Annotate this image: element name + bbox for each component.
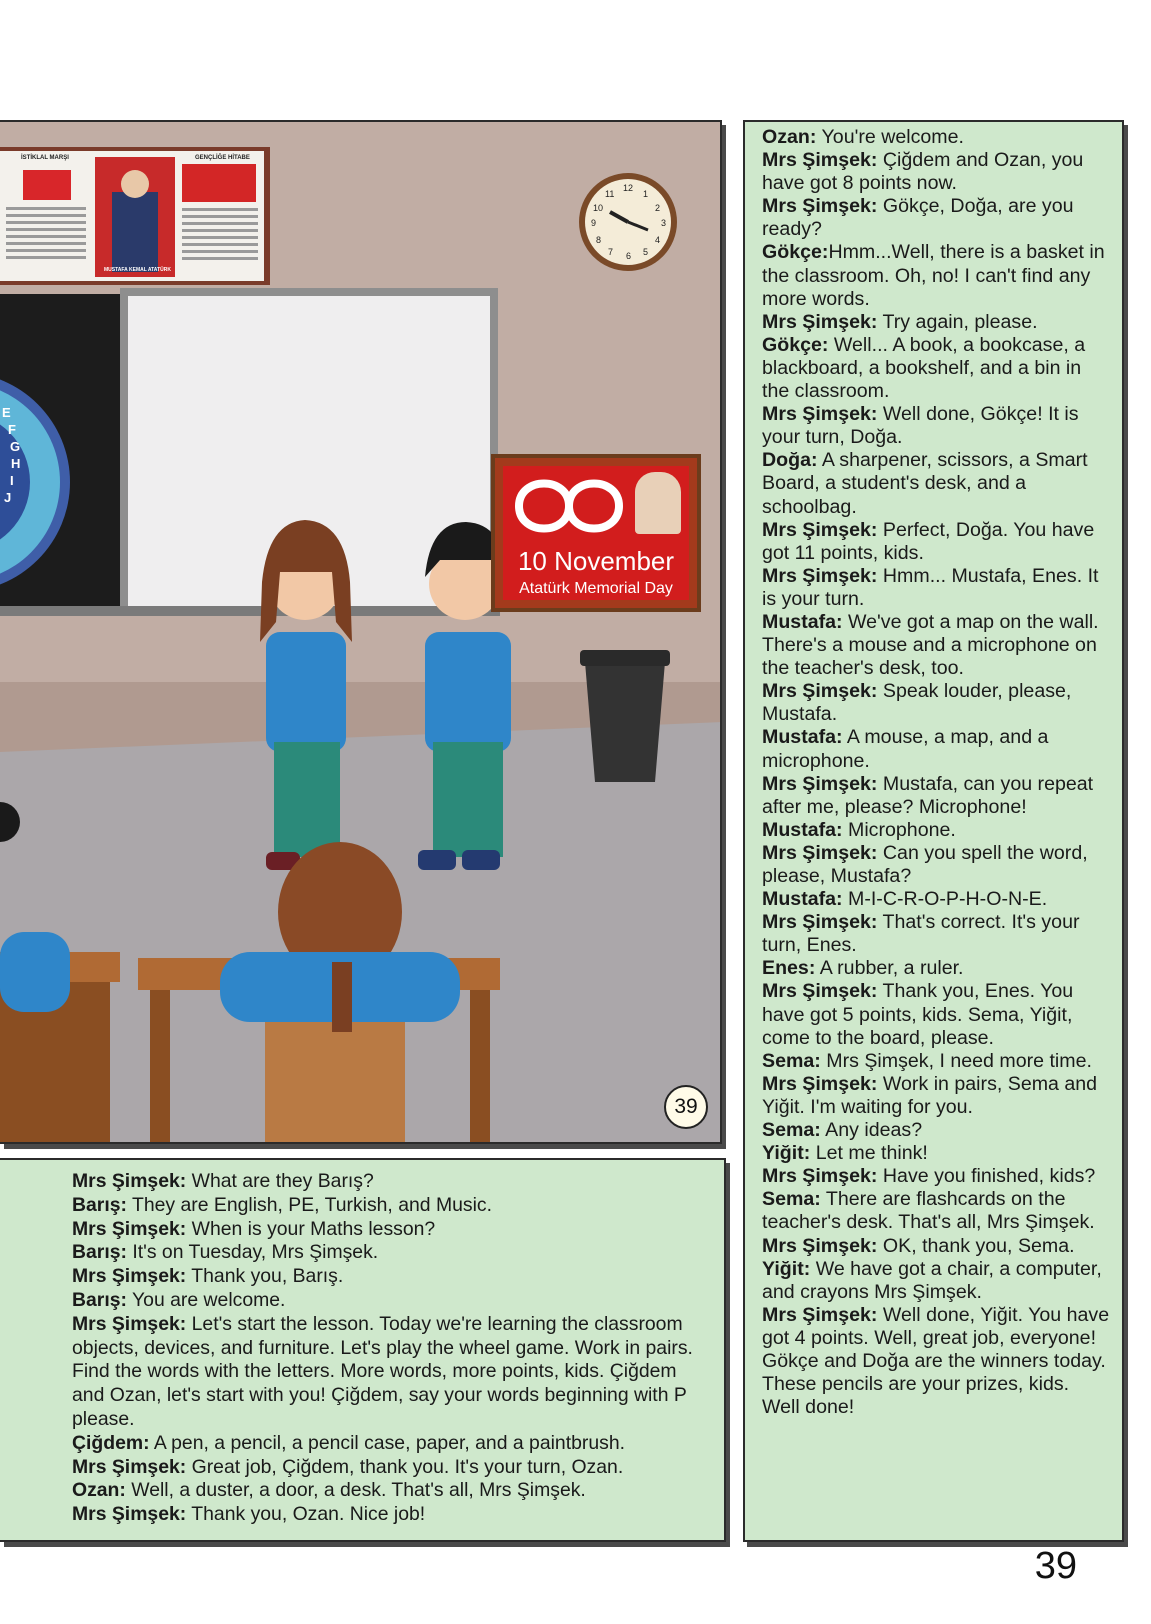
speech-text: Let me think!: [810, 1142, 928, 1165]
speech-text: Well done, Gökçe! It is your turn, Doğa.: [762, 403, 1079, 449]
dialogue-line: [762, 126, 1112, 149]
speaker-name: Doğa:: [762, 449, 818, 472]
dialogue-line: [762, 403, 1112, 449]
genclige-hitabe-title: GENÇLİĞE HİTABE: [195, 155, 250, 161]
clock-number: 4: [655, 235, 661, 245]
speech-text: Mustafa, can you repeat after me, please? Microphone!: [762, 772, 1094, 818]
speech-text: We've got a map on the wall. There's a mouse and a microphone on the teacher's desk, too.: [762, 610, 1099, 680]
speaker-name: Mrs Şimşek:: [762, 1303, 878, 1326]
speaker-name: Mrs Şimşek:: [72, 1312, 187, 1335]
speaker-name: Mrs Şimşek:: [762, 149, 878, 172]
clock-number: 9: [591, 218, 597, 228]
speech-text: Gökçe, Doğa, are you ready?: [762, 195, 1074, 241]
speech-text: You are welcome.: [126, 1288, 286, 1311]
dialogue-line: [762, 519, 1112, 565]
istiklal-marsi-title: İSTİKLAL MARŞI: [21, 155, 69, 161]
dialogue-line: [762, 773, 1112, 819]
clock-face: [585, 179, 671, 265]
speaker-name: Mustafa:: [762, 610, 843, 633]
speaker-name: Gökçe:: [762, 241, 829, 264]
clock-number: 1: [643, 189, 649, 199]
speaker-name: Barış:: [72, 1241, 127, 1264]
speaker-name: Mrs Şimşek:: [72, 1455, 187, 1478]
poster-subtitle: Atatürk Memorial Day: [519, 580, 673, 597]
dialogue-line: [72, 1265, 710, 1289]
speech-text: They are English, PE, Turkish, and Music.: [126, 1193, 492, 1216]
dialogue-line: [762, 241, 1112, 310]
wheel-letter: G: [10, 439, 21, 454]
speaker-name: Mrs Şimşek:: [72, 1503, 187, 1526]
poster-logo-icon: [509, 476, 629, 536]
speech-text: Well done, Yiğit. You have got 4 points. Well, great job, everyone! Gökçe and Doğa are the winners today. These pencils are your prizes, kids. Well done!: [762, 1303, 1110, 1419]
wheel-letter: I: [10, 473, 14, 488]
dialogue-line: [762, 980, 1112, 1049]
speech-text: M-I-C-R-O-P-H-O-N-E.: [842, 888, 1048, 911]
dialogue-line: [762, 726, 1112, 772]
dialogue-line: [72, 1289, 710, 1313]
speaker-name: Ozan:: [762, 126, 817, 148]
dialogue-line: [72, 1432, 710, 1456]
clock-number: 6: [626, 251, 632, 261]
speech-text: A mouse, a map, and a microphone.: [762, 726, 1049, 772]
speech-text: What are they Barış?: [186, 1170, 374, 1192]
speaker-name: Mustafa:: [762, 726, 843, 749]
speech-text: Çiğdem and Ozan, you have got 8 points now.: [762, 149, 1084, 195]
speech-text: A rubber, a ruler.: [815, 957, 964, 980]
speaker-name: Mrs Şimşek:: [762, 1165, 878, 1188]
speaker-name: Mustafa:: [762, 888, 843, 911]
speech-text: Can you spell the word, please, Mustafa?: [762, 841, 1088, 887]
speech-text: Hmm... Mustafa, Enes. It is your turn.: [762, 564, 1099, 610]
dialogue-line: [72, 1313, 710, 1432]
dialogue-line: [72, 1170, 710, 1194]
dialogue-line: [762, 334, 1112, 403]
speaker-name: Mrs Şimşek:: [762, 1234, 878, 1257]
dialogue-line: [762, 680, 1112, 726]
wheel-letter: H: [11, 456, 21, 471]
speaker-name: Mrs Şimşek:: [762, 403, 878, 426]
wheel-letters: [2, 404, 20, 506]
speaker-name: Sema:: [762, 1188, 821, 1211]
speaker-name: Enes:: [762, 957, 816, 980]
clock-number: 10: [593, 203, 604, 213]
portrait-caption: MUSTAFA KEMAL ATATÜRK: [104, 267, 171, 273]
speaker-name: Sema:: [762, 1119, 821, 1142]
wheel-letter: E: [2, 405, 11, 420]
speech-text: Thank you, Enes. You have got 5 points, kids. Sema, Yiğit, come to the board, please.: [762, 980, 1074, 1049]
speech-text: There are flashcards on the teacher's desk. That's all, Mrs Şimşek.: [762, 1188, 1095, 1234]
page-number: 39: [1034, 1545, 1077, 1587]
dialogue-line: [762, 149, 1112, 195]
speech-text: A pen, a pencil, a pencil case, paper, and a paintbrush.: [149, 1431, 625, 1454]
dialogue-line: [762, 1165, 1112, 1188]
wheel-letter: F: [8, 422, 16, 437]
speaker-name: Mustafa:: [762, 818, 843, 841]
speaker-name: Mrs Şimşek:: [762, 518, 878, 541]
clock-number: 5: [643, 247, 649, 257]
speech-text: Try again, please.: [877, 310, 1038, 333]
dialogue-line: [72, 1503, 710, 1527]
dialogue-line: [762, 195, 1112, 241]
clock-number: 11: [605, 189, 615, 199]
speaker-name: Mrs Şimşek:: [762, 564, 878, 587]
poster-title: 10 November: [517, 546, 675, 576]
speech-text: Well, a duster, a door, a desk. That's all, Mrs Şimşek.: [125, 1479, 586, 1502]
speaker-name: Mrs Şimşek:: [72, 1265, 187, 1288]
dialogue-line: [762, 1073, 1112, 1119]
speech-text: OK, thank you, Sema.: [877, 1234, 1075, 1257]
speaker-name: Mrs Şimşek:: [762, 911, 878, 934]
speaker-name: Barış:: [72, 1288, 127, 1311]
clock-number: 12: [623, 183, 634, 193]
speaker-name: Mrs Şimşek:: [762, 680, 878, 703]
dialogue-line: [762, 1304, 1112, 1419]
speech-text: Well... A book, a bookcase, a blackboard, a bookshelf, and a bin in the classroom.: [762, 333, 1086, 403]
speaker-name: Ozan:: [72, 1479, 126, 1502]
right-dialogue-box: [743, 120, 1124, 1542]
dialogue-line: [762, 1235, 1112, 1258]
classroom-scene: [0, 122, 722, 1144]
dialogue-line: [762, 565, 1112, 611]
dialogue-line: [762, 1258, 1112, 1304]
speaker-name: Çiğdem:: [72, 1431, 150, 1454]
clock-number: 3: [661, 218, 667, 228]
memorial-day-poster: [491, 454, 701, 612]
speech-text: Mrs Şimşek, I need more time.: [820, 1049, 1092, 1072]
speech-text: It's on Tuesday, Mrs Şimşek.: [126, 1241, 379, 1264]
speaker-name: Mrs Şimşek:: [762, 980, 878, 1003]
clock-number: 8: [596, 235, 602, 245]
speaker-name: Mrs Şimşek:: [72, 1217, 187, 1240]
dialogue-line: [762, 911, 1112, 957]
dialogue-line: [762, 1188, 1112, 1234]
dialogue-line: [762, 1142, 1112, 1165]
dialogue-line: [762, 842, 1112, 888]
wheel-letter: J: [4, 490, 12, 505]
speaker-name: Barış:: [72, 1193, 127, 1216]
speaker-name: Mrs Şimşek:: [72, 1170, 187, 1192]
classroom-illustration: [0, 120, 722, 1144]
speaker-name: Mrs Şimşek:: [762, 1072, 878, 1095]
dialogue-line: [762, 449, 1112, 518]
dialogue-line: [762, 888, 1112, 911]
dialogue-line: [72, 1479, 710, 1503]
speech-text: We have got a chair, a computer, and crayons Mrs Şimşek.: [762, 1257, 1102, 1303]
speaker-name: Yiğit:: [762, 1142, 811, 1165]
speaker-name: Yiğit:: [762, 1257, 811, 1280]
speech-text: Any ideas?: [820, 1119, 923, 1142]
speaker-name: Mrs Şimşek:: [762, 195, 878, 218]
speech-text: Thank you, Barış.: [186, 1265, 344, 1288]
speaker-name: Mrs Şimşek:: [762, 310, 878, 333]
speech-text: Speak louder, please, Mustafa.: [762, 680, 1072, 726]
dialogue-line: [72, 1241, 710, 1265]
dialogue-line: [762, 611, 1112, 680]
speech-text: Let's start the lesson. Today we're learning the classroom objects, devices, and furniture. Let's play the wheel game. Work in pairs. Find the words with the letters. More words, more points, kids. Çiğdem and Ozan, let's start with you! Çiğdem, say your words beginning with P please.: [72, 1312, 693, 1430]
speech-text: Work in pairs, Sema and Yiğit. I'm waiting for you.: [762, 1072, 1098, 1118]
speech-text: When is your Maths lesson?: [186, 1217, 436, 1240]
speech-text: Perfect, Doğa. You have got 11 points, kids.: [762, 518, 1095, 564]
speech-text: Hmm...Well, there is a basket in the classroom. Oh, no! I can't find any more words.: [762, 241, 1105, 310]
dialogue-line: [72, 1194, 710, 1218]
dialogue-line: [72, 1218, 710, 1242]
page-badge: 39: [664, 1085, 708, 1129]
speaker-name: Mrs Şimşek:: [762, 841, 878, 864]
speaker-name: Sema:: [762, 1049, 821, 1072]
speech-text: That's correct. It's your turn, Enes.: [762, 911, 1080, 957]
speech-text: Have you finished, kids?: [877, 1165, 1096, 1188]
speech-text: Great job, Çiğdem, thank you. It's your turn, Ozan.: [186, 1455, 624, 1478]
speech-text: Microphone.: [842, 818, 956, 841]
portrait-image: [635, 472, 681, 534]
dialogue-line: [762, 819, 1112, 842]
clock-number: 2: [655, 203, 661, 213]
speech-text: A sharpener, scissors, a Smart Board, a student's desk, and a schoolbag.: [762, 449, 1088, 518]
speaker-name: Mrs Şimşek:: [762, 772, 878, 795]
speech-text: You're welcome.: [816, 126, 964, 148]
bottom-dialogue-box: [0, 1158, 726, 1542]
clock-number: 7: [608, 247, 614, 257]
dialogue-line: [762, 957, 1112, 980]
dialogue-line: [762, 1119, 1112, 1142]
dialogue-line: [72, 1456, 710, 1480]
dialogue-line: [762, 1050, 1112, 1073]
dialogue-line: [762, 311, 1112, 334]
speech-text: Thank you, Ozan. Nice job!: [186, 1503, 426, 1526]
speaker-name: Gökçe:: [762, 333, 829, 356]
